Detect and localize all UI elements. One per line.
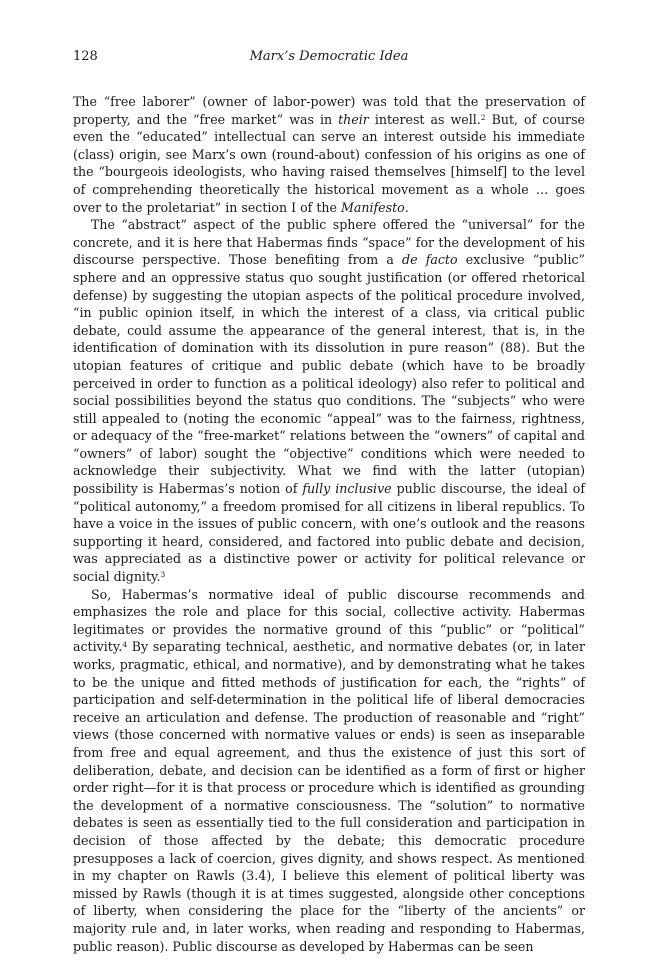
- text-run: The “free laborer” (owner of labor-power) was told that the preservation of property, and the “free market” was in: [73, 94, 585, 127]
- text-run: But, of course even the “educated” intellectual can serve an interest outside his immediate (class) origin, see Marx’s own (round-about) confession of his origins as one of the “bourgeois ideologists, who having raised themselves [himself] to the level of comprehending theoretically the historical movement as a whole … goes over to the proletariat” in section I of the: [73, 111, 585, 215]
- paragraph: [73, 216, 585, 585]
- text-run: So, Habermas’s normative ideal of public discourse recommends and emphasizes the role and place for this social, collective activity. Habermas legitimates or provides the normative ground of this “public” or “political” activity.: [73, 586, 585, 655]
- page-header: [73, 47, 585, 67]
- paragraph: [73, 586, 585, 955]
- italic-text: their: [338, 111, 369, 127]
- footnote-marker: 3: [160, 570, 166, 580]
- text-run: .: [404, 199, 409, 215]
- text-run: exclusive “public” sphere and an oppressive status quo sought justification (or offered rhetorical defense) by suggesting the utopian aspects of the political procedure involved, “in public opinion itself, in which the interest of a class, via critical public debate, could assume the appearance of the general interest, that is, in the identification of domination with its dissolution in pure reason” (88). But the utopian features of critique and public debate (which have to be broadly perceived in order to function as a political ideology) also refer to political and social possibilities beyond the status quo conditions. The “subjects” who were still appealed to (noting the economic “appeal” was to the fairness, rightness, or adequacy of the “free-market” relations between the “owners” of capital and “owners” of labor) sought the “objective” conditions which were needed to acknowledge their subjectivity. What we find with the latter (utopian) possibility is Habermas’s notion of: [73, 252, 585, 497]
- paragraph: [73, 93, 585, 216]
- footnote-marker: 2: [480, 112, 486, 122]
- text-run: interest as well.: [368, 111, 481, 127]
- text-run: By separating technical, aesthetic, and normative debates (or, in later works, pragmatic, ethical, and normative), and by demonstrating what he takes to be the unique and fitted methods of justification for each, the “rights” of participation and self-determination in the political life of liberal democracies receive an articulation and defense. The production of reasonable and “right” views (those concerned with normative values or ends) is seen as inseparable from free and equal agreement, and thus the existence of just this sort of deliberation, debate, and decision can be identified as a form of first or higher order right—for it is that process or procedure which is identified as grounding the development of a normative consciousness. The “solution” to normative debates is seen as essentially tied to the full consideration and participation in decision of those affected by the debate; this democratic procedure presupposes a lack of coercion, gives dignity, and shows respect. As mentioned in my chapter on Rawls (3.4), I believe this element of political liberty was missed by Rawls (though it is at times suggested, alongside other conceptions of liberty, when considering the place for the “liberty of the ancients” or majority rule and, in later works, when reading and responding to Habermas, public reason). Public discourse as developed by Habermas can be seen: [73, 639, 585, 954]
- text-run: public discourse, the ideal of “political autonomy,” a freedom promised for all citizens in liberal republics. To have a voice in the issues of public concern, with one’s outlook and the reasons supporting it heard, considered, and factored into public debate and decision, was appreciated as a distinctive power or activity for political relevance or social dignity.: [73, 481, 585, 585]
- body-text: [73, 93, 585, 955]
- running-head: Marx’s Democratic Idea: [249, 49, 409, 64]
- italic-text: de facto: [402, 252, 458, 268]
- text-run: The “abstract” aspect of the public sphere offered the “universal” for the concrete, and it is here that Habermas finds “space” for the development of his discourse perspective. Those benefiting from a: [73, 217, 585, 268]
- italic-text: fully inclusive: [302, 481, 392, 497]
- italic-text: Manifesto: [340, 199, 405, 215]
- page-number: 128: [73, 49, 98, 64]
- footnote-marker: 4: [122, 640, 128, 650]
